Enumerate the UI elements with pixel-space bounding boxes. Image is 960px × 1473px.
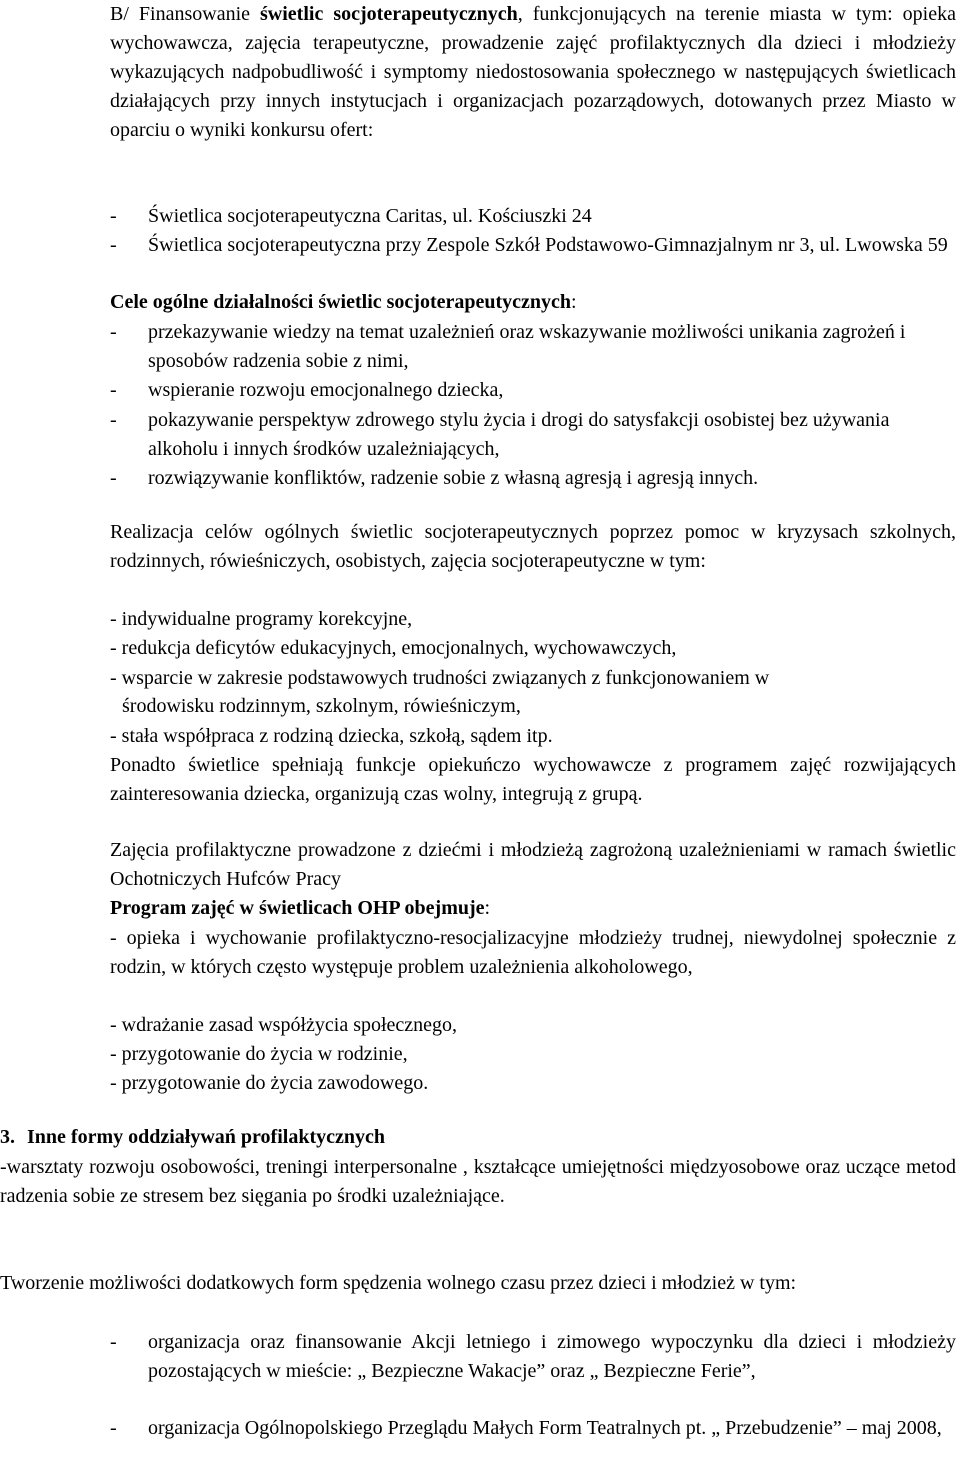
list-item	[110, 318, 956, 376]
section-3-title: Inne formy oddziaływań profilaktycznych	[27, 1126, 385, 1148]
list-item-text: wspieranie rozwoju emocjonalnego dziecka,	[148, 379, 504, 401]
section-b-rest: , funkcjonujących na terenie miasta w tym: opieka wychowawcza, zajęcia terapeutyczne, prowadzenie zajęć profilaktycznych dla dzieci i młodzieży wykazujących nadpobudliwość i symptomy niedostosowania społecznego w następujących świetlicach działających przy innych instytucjach i organizacjach pozarządowych, dotowanych przez Miasto w oparciu o wyniki konkursu ofert:	[110, 3, 956, 141]
list-item	[110, 376, 956, 405]
section-3-heading	[0, 1123, 385, 1152]
list-dash: -	[110, 467, 117, 489]
goals-heading-text: Cele ogólne działalności świetlic socjoterapeutycznych	[110, 291, 572, 313]
goals-heading-suffix: :	[571, 291, 577, 313]
section-b-paragraph	[110, 0, 956, 145]
section-3-number: 3.	[0, 1126, 15, 1148]
list-dash: -	[110, 1331, 117, 1353]
realization-intro: Realizacja celów ogólnych świetlic socjoterapeutycznych poprzez pomoc w kryzysach szkolnych, rodzinnych, rówieśniczych, osobistych, zajęcia socjoterapeutyczne w tym:	[110, 521, 956, 572]
ohp-item: - przygotowanie do życia zawodowego.	[110, 1072, 429, 1094]
ohp-program-suffix: :	[484, 897, 491, 919]
list-item	[110, 202, 956, 231]
ohp-item: - przygotowanie do życia w rodzinie,	[110, 1043, 408, 1065]
list-item	[110, 406, 956, 464]
list-item-text: organizacja Ogólnopolskiego Przeglądu Małych Form Teatralnych pt. „ Przebudzenie” – maj 2008,	[148, 1417, 942, 1439]
list-dash: -	[110, 321, 117, 343]
realization-closing: Ponadto świetlice spełniają funkcje opiekuńczo wychowawcze z programem zajęć rozwijających zainteresowania dziecka, organizują czas wolny, integrują z grupą.	[110, 754, 956, 805]
list-item	[110, 231, 956, 260]
list-item-text: Świetlica socjoterapeutyczna Caritas, ul. Kościuszki 24	[148, 205, 592, 227]
list-dash: -	[110, 379, 117, 401]
list-item-text: pokazywanie perspektyw zdrowego stylu życia i drogi do satysfakcji osobistej bez używania alkoholu i innych środków uzależniających,	[148, 409, 890, 460]
list-dash: -	[110, 1417, 117, 1439]
realization-item: - redukcja deficytów edukacyjnych, emocjonalnych, wychowawczych,	[110, 637, 677, 659]
ohp-intro: Zajęcia profilaktyczne prowadzone z dziećmi i młodzieżą zagrożoną uzależnieniami w ramach świetlic Ochotniczych Hufców Pracy	[110, 839, 956, 890]
ohp-item: - wdrażanie zasad współżycia społecznego,	[110, 1014, 458, 1036]
list-item-text: Świetlica socjoterapeutyczna przy Zespole Szkół Podstawowo-Gimnazjalnym nr 3, ul. Lwowska 59	[148, 234, 948, 256]
ohp-program-heading	[110, 894, 490, 923]
list-dash: -	[110, 234, 117, 256]
section-3-text: -warsztaty rozwoju osobowości, treningi interpersonalne , kształcące umiejętności międzyosobowe oraz uczące metod radzenia sobie ze stresem bez sięgania po środki uzależniające.	[0, 1156, 956, 1207]
list-dash: -	[110, 409, 117, 431]
ohp-item: - opieka i wychowanie profilaktyczno-resocjalizacyjne młodzieży trudnej, niewydolnej społecznie z rodzin, w których często występuje problem uzależnienia alkoholowego,	[110, 927, 956, 978]
list-item-text: rozwiązywanie konfliktów, radzenie sobie z własną agresją i agresją innych.	[148, 467, 759, 489]
ohp-program-bold: Program zajęć w świetlicach OHP obejmuje	[110, 897, 485, 919]
list-item-text: organizacja oraz finansowanie Akcji letniego i zimowego wypoczynku dla dzieci i młodzieży pozostających w mieście: „ Bezpieczne Wakacje” oraz „ Bezpieczne Ferie”,	[148, 1331, 956, 1382]
list-dash: -	[110, 205, 117, 227]
section-b-prefix: B/ Finansowanie	[110, 3, 261, 25]
realization-item: środowisku rodzinnym, szkolnym, rówieśniczym,	[122, 695, 521, 717]
realization-item: - stała współpraca z rodziną dziecka, szkołą, sądem itp.	[110, 725, 553, 747]
leisure-intro: Tworzenie możliwości dodatkowych form spędzenia wolnego czasu przez dzieci i młodzież w tym:	[0, 1272, 797, 1294]
goals-heading	[110, 288, 577, 317]
realization-item: - indywidualne programy korekcyjne,	[110, 608, 413, 630]
section-b-bold: świetlic socjoterapeutycznych	[260, 3, 518, 25]
list-item	[110, 464, 956, 493]
list-item-text: przekazywanie wiedzy na temat uzależnień oraz wskazywanie możliwości unikania zagrożeń i sposobów radzenia sobie z nimi,	[148, 321, 906, 372]
realization-item: - wsparcie w zakresie podstawowych trudności związanych z funkcjonowaniem w	[110, 667, 770, 689]
list-item	[110, 1328, 956, 1386]
list-item	[110, 1414, 956, 1443]
